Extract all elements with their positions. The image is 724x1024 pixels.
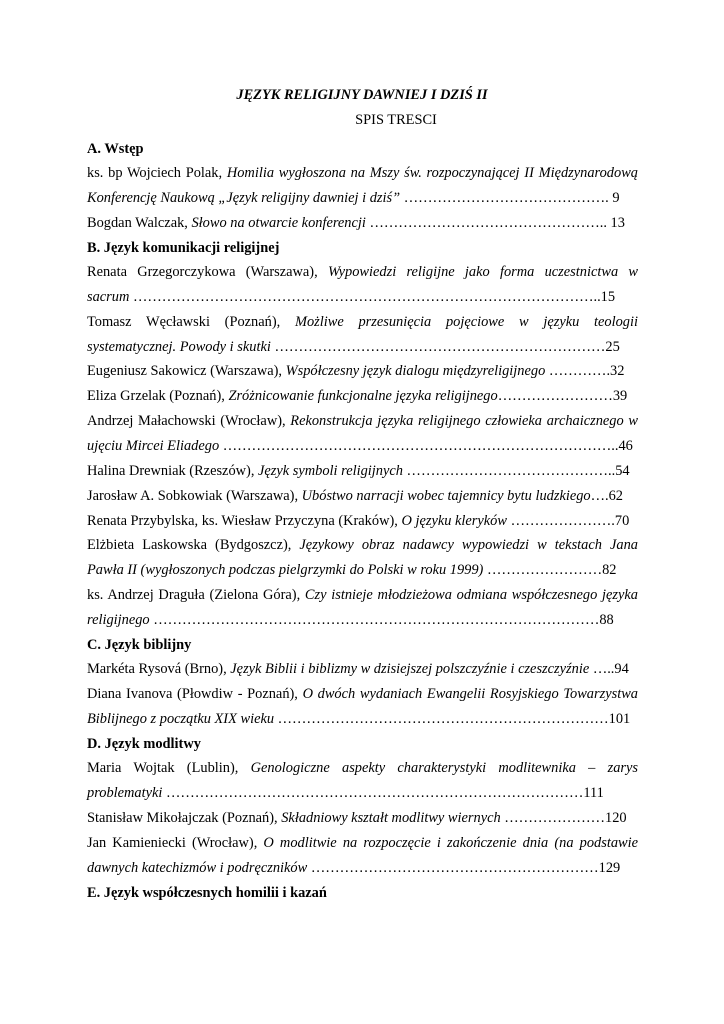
- entry-page: …………………120: [500, 810, 627, 826]
- entry-title: Rekonstrukcja języka religijnego człowieka archaicznego w: [290, 413, 638, 429]
- section-heading-a: A. Wstęp: [87, 141, 144, 157]
- entry-title: Współczesny język dialogu międzyreligijnego: [285, 363, 546, 379]
- toc-entry-11-line-2: [87, 560, 638, 580]
- entry-author: Bogdan Walczak,: [87, 215, 192, 231]
- toc-entry-12-line-2: [87, 610, 638, 630]
- toc-entry-4-line-2: [87, 337, 638, 357]
- entry-title: sacrum: [87, 289, 130, 305]
- entry-title: Składniowy kształt modlitwy wiernych: [281, 810, 501, 826]
- toc-entry-7-line-2: [87, 436, 638, 456]
- entry-title: Słowo na otwarcie konferencji: [191, 215, 366, 231]
- toc-entry-14-line-1: [87, 684, 638, 704]
- entry-page: …..94: [589, 661, 629, 677]
- entry-author: Andrzej Małachowski (Wrocław),: [87, 413, 291, 429]
- entry-author: Eliza Grzelak (Poznań),: [87, 388, 229, 404]
- entry-author: Jan Kamieniecki (Wrocław),: [87, 835, 264, 851]
- entry-page: ……………………………………………………………25: [270, 339, 620, 355]
- document-title: JĘZYK RELIGIJNY DAWNIEJ I DZIŚ II: [236, 87, 488, 103]
- section-heading-d: D. Język modlitwy: [87, 736, 201, 752]
- entry-page: ……………………39: [497, 388, 628, 404]
- toc-entry-14-line-2: [87, 709, 638, 729]
- toc-entry-3-line-2: [87, 287, 638, 307]
- entry-page: ………….32: [545, 363, 625, 379]
- section-heading-c: C. Język biblijny: [87, 637, 192, 653]
- toc-entry-15-line-1: [87, 758, 638, 778]
- entry-page: ………………………………………….. 13: [365, 215, 625, 231]
- entry-author: Halina Drewniak (Rzeszów),: [87, 463, 259, 479]
- entry-page: ….62: [590, 488, 624, 504]
- toc-entry-7-line-1: [87, 411, 638, 431]
- entry-title: dawnych katechizmów i podręczników: [87, 860, 308, 876]
- entry-title: Możliwe przesunięcia pojęciowe w języku teologii: [294, 314, 638, 330]
- entry-title: Zróżnicowanie funkcjonalne języka religijnego: [228, 388, 498, 404]
- entry-author: ks. Andrzej Draguła (Zielona Góra),: [87, 587, 305, 603]
- entry-author: Eugeniusz Sakowicz (Warszawa),: [87, 363, 286, 379]
- toc-entry-9: [87, 486, 638, 506]
- toc-entry-6: [87, 386, 638, 406]
- toc-entry-17-line-2: [87, 858, 638, 878]
- entry-title: Ubóstwo narracji wobec tajemnicy bytu ludzkiego: [301, 488, 591, 504]
- entry-title: Homilia wygłoszona na Mszy św. rozpoczynającej II Międzynarodową: [226, 165, 638, 181]
- section-heading-e: E. Język współczesnych homilii i kazań: [87, 885, 327, 901]
- entry-title: Genologiczne aspekty charakterystyki modlitewnika – zarys: [250, 760, 638, 776]
- entry-title: Czy istnieje młodzieżowa odmiana współczesnego języka: [304, 587, 638, 603]
- entry-title: systematycznej. Powody i skutki: [87, 339, 271, 355]
- entry-author: Tomasz Węcławski (Poznań),: [87, 314, 295, 330]
- entry-title: Konferencję Naukową „Język religijny dawniej i dziś”: [87, 190, 401, 206]
- entry-author: Stanisław Mikołajczak (Poznań),: [87, 810, 282, 826]
- entry-author: Renata Grzegorczykowa (Warszawa),: [87, 264, 328, 280]
- entry-title: Pawła II (wygłoszonych podczas pielgrzymki do Polski w roku 1999): [87, 562, 484, 578]
- toc-entry-1-line-2: [87, 188, 638, 208]
- toc-entry-5: [87, 361, 638, 381]
- entry-title: O modlitwie na rozpoczęcie i zakończenie dnia (na podstawie: [263, 835, 638, 851]
- entry-author: Markéta Rysová (Brno),: [87, 661, 231, 677]
- toc-entry-11-line-1: [87, 535, 638, 555]
- entry-title: Biblijnego z początku XIX wieku: [87, 711, 275, 727]
- entry-page: ………………….70: [506, 513, 630, 529]
- section-heading-b: B. Język komunikacji religijnej: [87, 240, 280, 256]
- toc-entry-1-line-1: [87, 163, 638, 183]
- entry-title: Język symboli religijnych: [258, 463, 403, 479]
- entry-title: O dwóch wydaniach Ewangelii Rosyjskiego Towarzystwa: [302, 686, 638, 702]
- toc-entry-13: [87, 659, 638, 679]
- entry-title: problematyki: [87, 785, 163, 801]
- entry-title: ujęciu Mircei Eliadego: [87, 438, 220, 454]
- toc-entry-10: [87, 511, 638, 531]
- toc-entry-15-line-2: [87, 783, 638, 803]
- entry-page: ……………………………………..54: [402, 463, 630, 479]
- toc-entry-16: [87, 808, 638, 828]
- entry-page: ……………………………………………………………………………111: [162, 785, 604, 801]
- toc-entry-8: [87, 461, 638, 481]
- entry-page: ……………………………………. 9: [400, 190, 620, 206]
- entry-page: ……………………82: [483, 562, 617, 578]
- entry-author: Diana Ivanova (Płowdiw - Poznań),: [87, 686, 303, 702]
- toc-entry-4-line-1: [87, 312, 638, 332]
- entry-author: Maria Wojtak (Lublin),: [87, 760, 251, 776]
- document-subtitle: SPIS TRESCI: [355, 112, 437, 128]
- entry-title: Język Biblii i biblizmy w dzisiejszej polszczyźnie i czeszczyźnie: [230, 661, 590, 677]
- entry-page: ………………………………………………………………………..46: [219, 438, 633, 454]
- entry-author: Elżbieta Laskowska (Bydgoszcz),: [87, 537, 300, 553]
- entry-author: Jarosław A. Sobkowiak (Warszawa),: [87, 488, 302, 504]
- entry-page: ……………………………………………………………101: [274, 711, 631, 727]
- toc-entry-12-line-1: [87, 585, 638, 605]
- entry-author: Renata Przybylska, ks. Wiesław Przyczyna (Kraków),: [87, 513, 402, 529]
- entry-page: ……………………………………………………………………………………..15: [129, 289, 616, 305]
- entry-title: Językowy obraz nadawcy wypowiedzi w tekstach Jana: [299, 537, 638, 553]
- toc-entry-2: [87, 213, 638, 233]
- entry-author: ks. bp Wojciech Polak,: [87, 165, 227, 181]
- entry-title: religijnego: [87, 612, 150, 628]
- entry-title: O języku kleryków: [401, 513, 507, 529]
- entry-page: …………………………………………………………………………………88: [149, 612, 614, 628]
- entry-title: Wypowiedzi religijne jako forma uczestnictwa w: [327, 264, 638, 280]
- entry-page: ……………………………………………………129: [307, 860, 621, 876]
- toc-entry-17-line-1: [87, 833, 638, 853]
- toc-entry-3-line-1: [87, 262, 638, 282]
